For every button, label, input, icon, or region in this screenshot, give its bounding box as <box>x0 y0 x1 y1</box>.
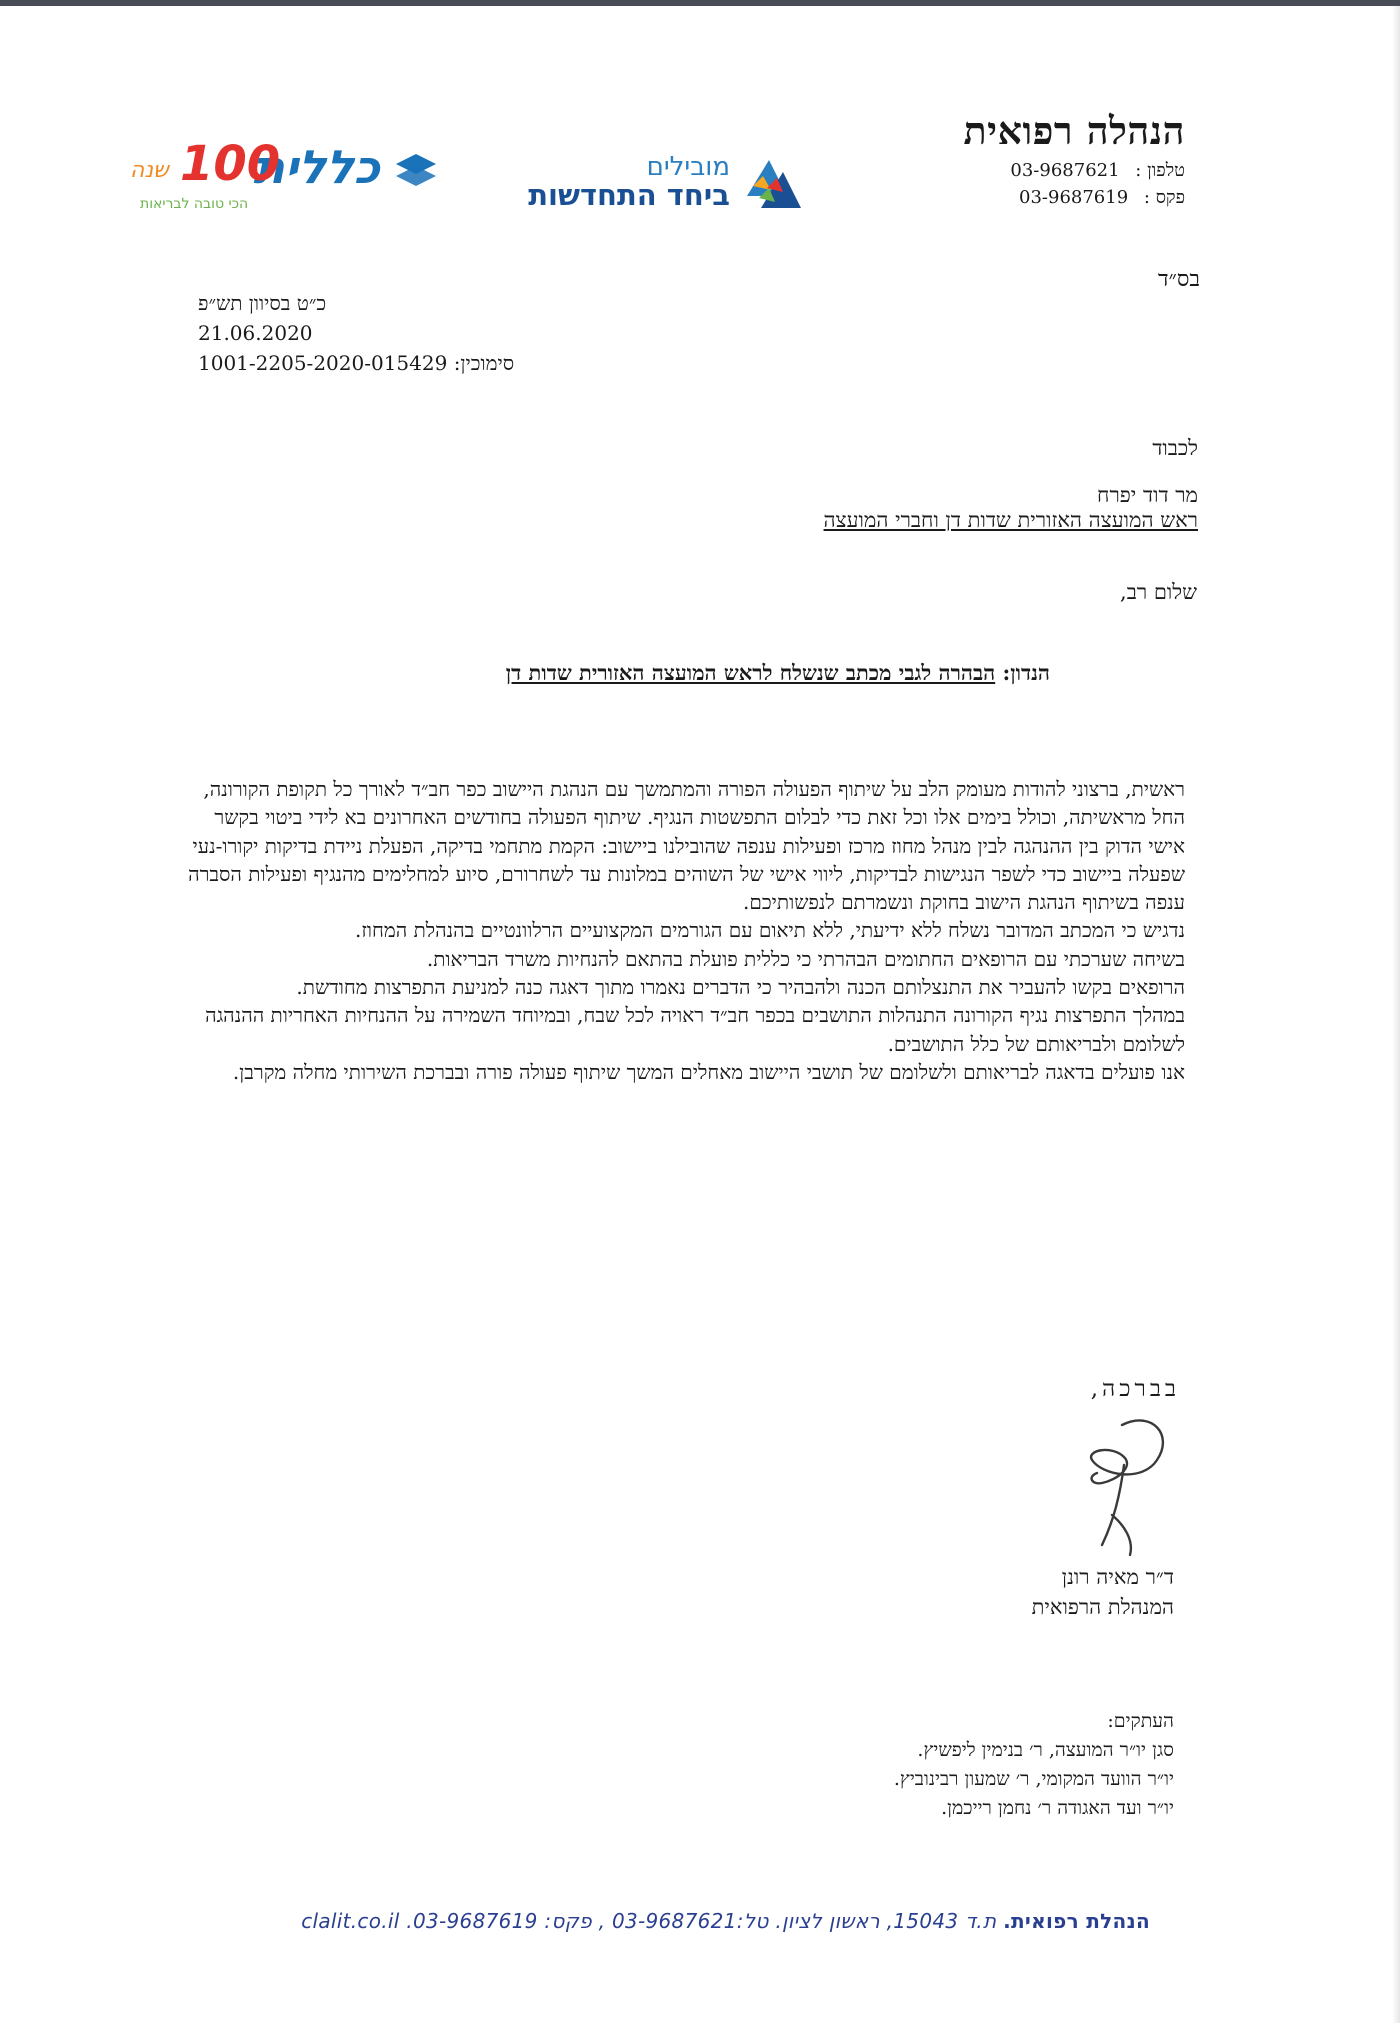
subject-line <box>330 660 1050 686</box>
clalit-100: 100 <box>180 136 281 192</box>
fax-line <box>885 187 1185 208</box>
clalit-wordmark: כללית <box>253 140 380 194</box>
honorific: לכבוד <box>1152 436 1198 460</box>
sender-block <box>885 108 1185 208</box>
reference-line <box>198 348 558 378</box>
footer-address: ת.ד 15043, ראשון לציון. טל:03-9687621 , פקס: 03-9687619. clalit.co.il <box>301 1909 997 1933</box>
copies-label: העתקים: <box>1107 1710 1174 1732</box>
body-paragraph: במהלך התפרצות נגיף הקורונה התנהלות התושבים בכפר חב״ד ראויה לכל שבח, ובמיוחד השמירה על ההנחיות האחריות ההנהגה לשלומם ולבריאותם של כלל התושבים. <box>205 1003 1185 1056</box>
fax-label: פקס : <box>1143 187 1185 208</box>
phone-label: טלפון : <box>1135 160 1185 181</box>
copies-item: סגן יו״ר המועצה, ר׳ בנימין ליפשיץ. <box>917 1739 1174 1761</box>
reference-label: סימוכין: <box>453 351 515 375</box>
closing: בברכה, <box>1090 1376 1180 1402</box>
addressee-block <box>498 436 1198 533</box>
subject-text: הבהרה לגבי מכתב שנשלח לראש המועצה האזורית שדות דן <box>505 660 996 685</box>
bsd-mark: בס״ד <box>1157 267 1200 292</box>
clalit-logo-mark <box>392 152 440 188</box>
clalit-logo <box>130 138 440 218</box>
letter-footer <box>190 1909 1150 1933</box>
movilim-text <box>528 152 730 212</box>
addressee-position: ראש המועצה האזורית שדות דן וחברי המועצה <box>823 508 1198 532</box>
body-paragraph: נדגיש כי המכתב המדובר נשלח ללא ידיעתי, ללא תיאום עם הגורמים המקצועיים הרלוונטיים בהנהלת המחוז. <box>354 918 1185 943</box>
copies-item: יו״ר ועד האגודה ר׳ נחמן רייכמן. <box>941 1797 1174 1819</box>
body-paragraph: אנו פועלים בדאגה לבריאותם ולשלומם של תושבי היישוב מאחלים המשך שיתוף פעולה פורה ובברכת השירותי מחלה מקרבן. <box>232 1059 1185 1084</box>
copies-item: יו״ר הוועד המקומי, ר׳ שמעון רבינוביץ. <box>893 1768 1174 1790</box>
subject-label: הנדון: <box>1002 660 1050 685</box>
greeting: שלום רב, <box>1120 580 1197 604</box>
body-paragraph: ראשית, ברצוני להודות מעומק הלב על שיתוף הפעולה הפורה והמתמשך עם הנהגת היישוב כפר חב״ד לאורך כל תקופת הקורונה, החל מראשיתה, וכולל בימים אלו וכל זאת כדי לבלום התפשטות הנגיף. שיתוף הפעולה בחודשים האחרונים בא לידי ביטוי בקשר אישי הדוק בין ההנהגה לבין מנהל מחוז מרכז ופעילות ענפה שהובילנו ביישוב: הקמת מתחמי בדיקה, הפעלת ניידת בדיקות יקורו-נעי שפעלה ביישוב כדי לשפר הנגישות לבדיקות, ליווי אישי של השוהים במלונות עד לשחרורם, סיוע למחלימים מהנגיף ופעילות הסברה ענפה בשיתוף הנהגת הישוב בחוקת ונשמרתם לנפשותיכם. <box>188 777 1185 915</box>
window-top-bar <box>0 0 1400 6</box>
letter-body <box>180 775 1185 1086</box>
reference-number: 1001-2205-2020-015429 <box>198 351 448 375</box>
phone-line <box>885 160 1185 181</box>
movilim-logo <box>515 148 805 218</box>
clalit-shana: שנה <box>130 158 169 183</box>
body-paragraph: בשיחה שערכתי עם הרופאים החתומים הבהרתי כי כללית פועלת בהתאם להנחיות משרד הבריאות. <box>426 946 1185 971</box>
signer-title: המנהלת הרפואית <box>1031 1595 1174 1619</box>
handwritten-signature <box>1062 1405 1182 1565</box>
signer-block <box>1032 1562 1174 1622</box>
page-edge-shadow <box>1392 6 1400 2023</box>
signer-name: ד״ר מאיה רונן <box>1061 1565 1174 1589</box>
addressee-name: מר דוד יפרח <box>1097 483 1198 507</box>
clalit-tagline: הכי טובה לבריאות <box>140 196 249 212</box>
phone-number: 03-9687621 <box>1010 160 1120 181</box>
gregorian-date: 21.06.2020 <box>198 321 313 345</box>
movilim-line1: מובילים <box>646 152 730 182</box>
body-paragraph: הרופאים בקשו להעביר את התנצלותם הכנה ולהבהיר כי הדברים נאמרו מתוך דאגה כנה למניעת התפרצות מחודשת. <box>296 975 1185 1000</box>
movilim-line2: ביחד התחדשות <box>528 178 730 212</box>
date-block <box>198 288 558 378</box>
sender-title: הנהלה רפואית <box>963 108 1185 153</box>
copies-block <box>614 1707 1174 1823</box>
footer-name: הנהלת רפואית. <box>1003 1909 1150 1933</box>
fax-number: 03-9687619 <box>1019 187 1129 208</box>
hebrew-date: כ״ט בסיוון תש״פ <box>198 291 327 315</box>
